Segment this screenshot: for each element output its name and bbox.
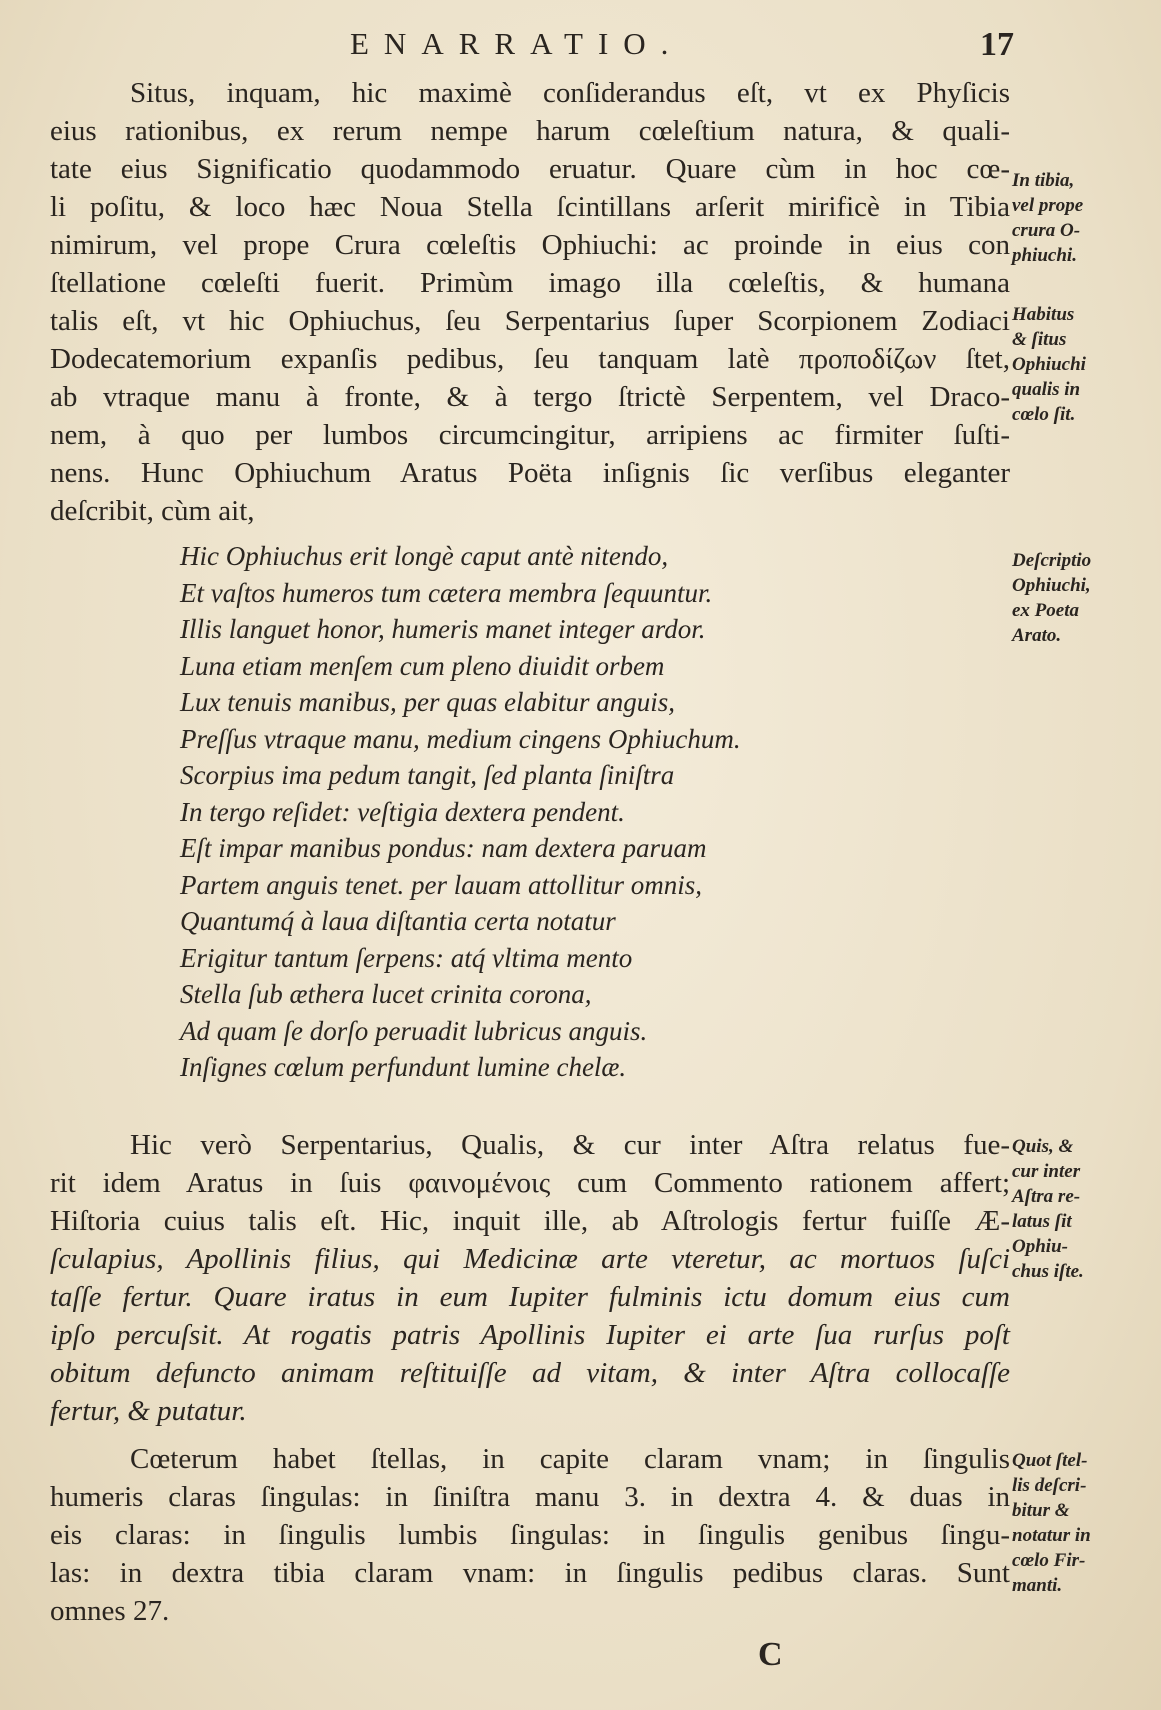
text-line: Hic verò Serpentarius, Qualis, & cur inter Aſtra relatus fue- <box>130 1129 1010 1161</box>
text-line: las: in dextra tibia claram vnam: in ſingulis pedibus claras. Sunt <box>50 1557 1010 1589</box>
margin-line: chus iſte. <box>1012 1261 1084 1282</box>
margin-line: cœlo ſit. <box>1012 404 1076 425</box>
margin-line: cœlo Fir- <box>1012 1550 1086 1571</box>
verse-line: Scorpius ima pedum tangit, ſed planta ſiniſtra <box>180 760 675 790</box>
paragraph-serpentarius <box>50 1126 1010 1430</box>
margin-line: bitur & <box>1012 1500 1070 1521</box>
verse-line: In tergo reſidet: veſtigia dextera pendent. <box>180 796 625 827</box>
text-line: humeris claras ſingulas: in ſiniſtra manu 3. in dextra 4. & duas in <box>50 1481 1010 1513</box>
margin-line: Arato. <box>1012 625 1062 646</box>
text-line: Situs, inquam, hic maximè conſiderandus eſt, vt ex Phyſicis <box>130 77 1010 109</box>
text-line: Cœterum habet ſtellas, in capite claram vnam; in ſingulis <box>130 1443 1010 1475</box>
marginal-note-habitus <box>1012 302 1152 427</box>
verse-line: Partem anguis tenet. per lauam attollitur omnis, <box>180 869 702 900</box>
text-line: eis claras: in ſingulis lumbis ſingulas: in ſingulis genibus ſingu- <box>50 1519 1010 1551</box>
text-line: tate eius Significatio quodammodo eruatur. Quare cùm in hoc cœ- <box>50 153 1010 185</box>
page-number: 17 <box>980 26 1014 63</box>
text-line: omnes 27. <box>50 1595 170 1627</box>
margin-line: Habitus <box>1012 304 1075 325</box>
text-line: nimirum, vel prope Crura cœleſtis Ophiuchi: ac proinde in eius con <box>50 229 1010 261</box>
margin-line: Ophiuchi, <box>1012 575 1091 596</box>
verse-line: Inſignes cœlum perfundunt lumine chelæ. <box>180 1052 627 1082</box>
margin-line: Aſtra re- <box>1012 1186 1081 1207</box>
margin-line: vel prope <box>1012 195 1084 216</box>
verse-line: Stella ſub æthera lucet crinita corona, <box>180 979 592 1009</box>
margin-line: Deſcriptio <box>1012 550 1092 571</box>
text-line: ſtellatione cœleſti fuerit. Primùm imago illa cœleſtis, & humana <box>50 267 1010 299</box>
margin-line: crura O- <box>1012 220 1081 241</box>
margin-line: phiuchi. <box>1012 245 1077 266</box>
marginal-note-quot <box>1012 1448 1152 1598</box>
running-head: ENARRATIO. <box>350 26 684 61</box>
text-line: taſſe fertur. Quare iratus in eum Iupiter fulminis ictu domum eius cum <box>50 1281 1010 1313</box>
margin-line: & ſitus <box>1012 329 1067 350</box>
text-line: fertur, & putatur. <box>50 1395 247 1427</box>
marginal-note-tibia <box>1012 168 1152 268</box>
text-line: ab vtraque manu à fronte, & à tergo ſtrictè Serpentem, vel Draco- <box>50 381 1010 413</box>
verse-line: Luna etiam menſem cum pleno diuidit orbem <box>180 650 665 681</box>
text-line: deſcribit, cùm ait, <box>50 495 255 527</box>
text-line: Hiſtoria cuius talis eſt. Hic, inquit ille, ab Aſtrologis fertur fuiſſe Æ- <box>50 1205 1010 1237</box>
verse-line: Ad quam ſe dorſo peruadit lubricus anguis. <box>180 1015 648 1046</box>
text-line: eius rationibus, ex rerum nempe harum cœleſtium natura, & quali- <box>50 115 1010 147</box>
paragraph-situs <box>50 74 1010 530</box>
text-line: ſculapius, Apollinis filius, qui Medicinæ arte vteretur, ac mortuos ſuſci <box>50 1243 1010 1275</box>
margin-line: latus ſit <box>1012 1211 1072 1232</box>
marginal-note-quis <box>1012 1134 1152 1284</box>
marginal-note-descriptio <box>1012 548 1152 648</box>
margin-line: ex Poeta <box>1012 600 1080 621</box>
aratus-verses <box>180 538 1000 1086</box>
verse-line: Erigitur tantum ſerpens: atq́ vltima mento <box>180 942 633 973</box>
margin-line: In tibia, <box>1012 170 1075 191</box>
margin-line: Quot ſtel- <box>1012 1450 1088 1471</box>
verse-line: Lux tenuis manibus, per quas elabitur anguis, <box>180 687 676 717</box>
verse-line: Quantumq́ à laua diſtantia certa notatur <box>180 906 616 936</box>
margin-line: Quis, & <box>1012 1136 1074 1157</box>
text-line: Dodecatemorium expanſis pedibus, ſeu tanquam latè προποδίζων ſtet, <box>50 343 1010 375</box>
margin-line: cur inter <box>1012 1161 1081 1182</box>
page-header <box>0 22 1161 62</box>
verse-line: Illis languet honor, humeris manet integer ardor. <box>180 614 706 644</box>
margin-line: Ophiu- <box>1012 1236 1068 1257</box>
verse-line: Et vaſtos humeros tum cætera membra ſequuntur. <box>180 577 713 608</box>
margin-line: notatur in <box>1012 1525 1091 1546</box>
signature-mark: C <box>758 1636 783 1673</box>
paragraph-stellae <box>50 1440 1010 1630</box>
verse-line: Eſt impar manibus pondus: nam dextera paruam <box>180 833 707 863</box>
margin-line: Ophiuchi <box>1012 354 1086 375</box>
verse-line: Hic Ophiuchus erit longè caput antè nitendo, <box>180 541 669 571</box>
text-line: li poſitu, & loco hæc Noua Stella ſcintillans arſerit mirificè in Tibia <box>50 191 1010 223</box>
margin-line: qualis in <box>1012 379 1081 400</box>
verse-line: Preſſus vtraque manu, medium cingens Ophiuchum. <box>180 723 741 754</box>
text-line: rit idem Aratus in ſuis φαινομένοις cum Commento rationem affert; <box>50 1167 1010 1199</box>
margin-line: lis deſcri- <box>1012 1475 1087 1496</box>
text-line: nens. Hunc Ophiuchum Aratus Poëta inſignis ſic verſibus eleganter <box>50 457 1010 489</box>
text-line: nem, à quo per lumbos circumcingitur, arripiens ac firmiter ſuſti- <box>50 419 1010 451</box>
text-line: obitum defuncto animam reſtituiſſe ad vitam, & inter Aſtra collocaſſe <box>50 1357 1010 1389</box>
text-line: ipſo percuſsit. At rogatis patris Apollinis Iupiter ei arte ſua rurſus poſt <box>50 1319 1010 1351</box>
margin-line: manti. <box>1012 1575 1063 1596</box>
text-line: talis eſt, vt hic Ophiuchus, ſeu Serpentarius ſuper Scorpionem Zodiaci <box>50 305 1010 337</box>
